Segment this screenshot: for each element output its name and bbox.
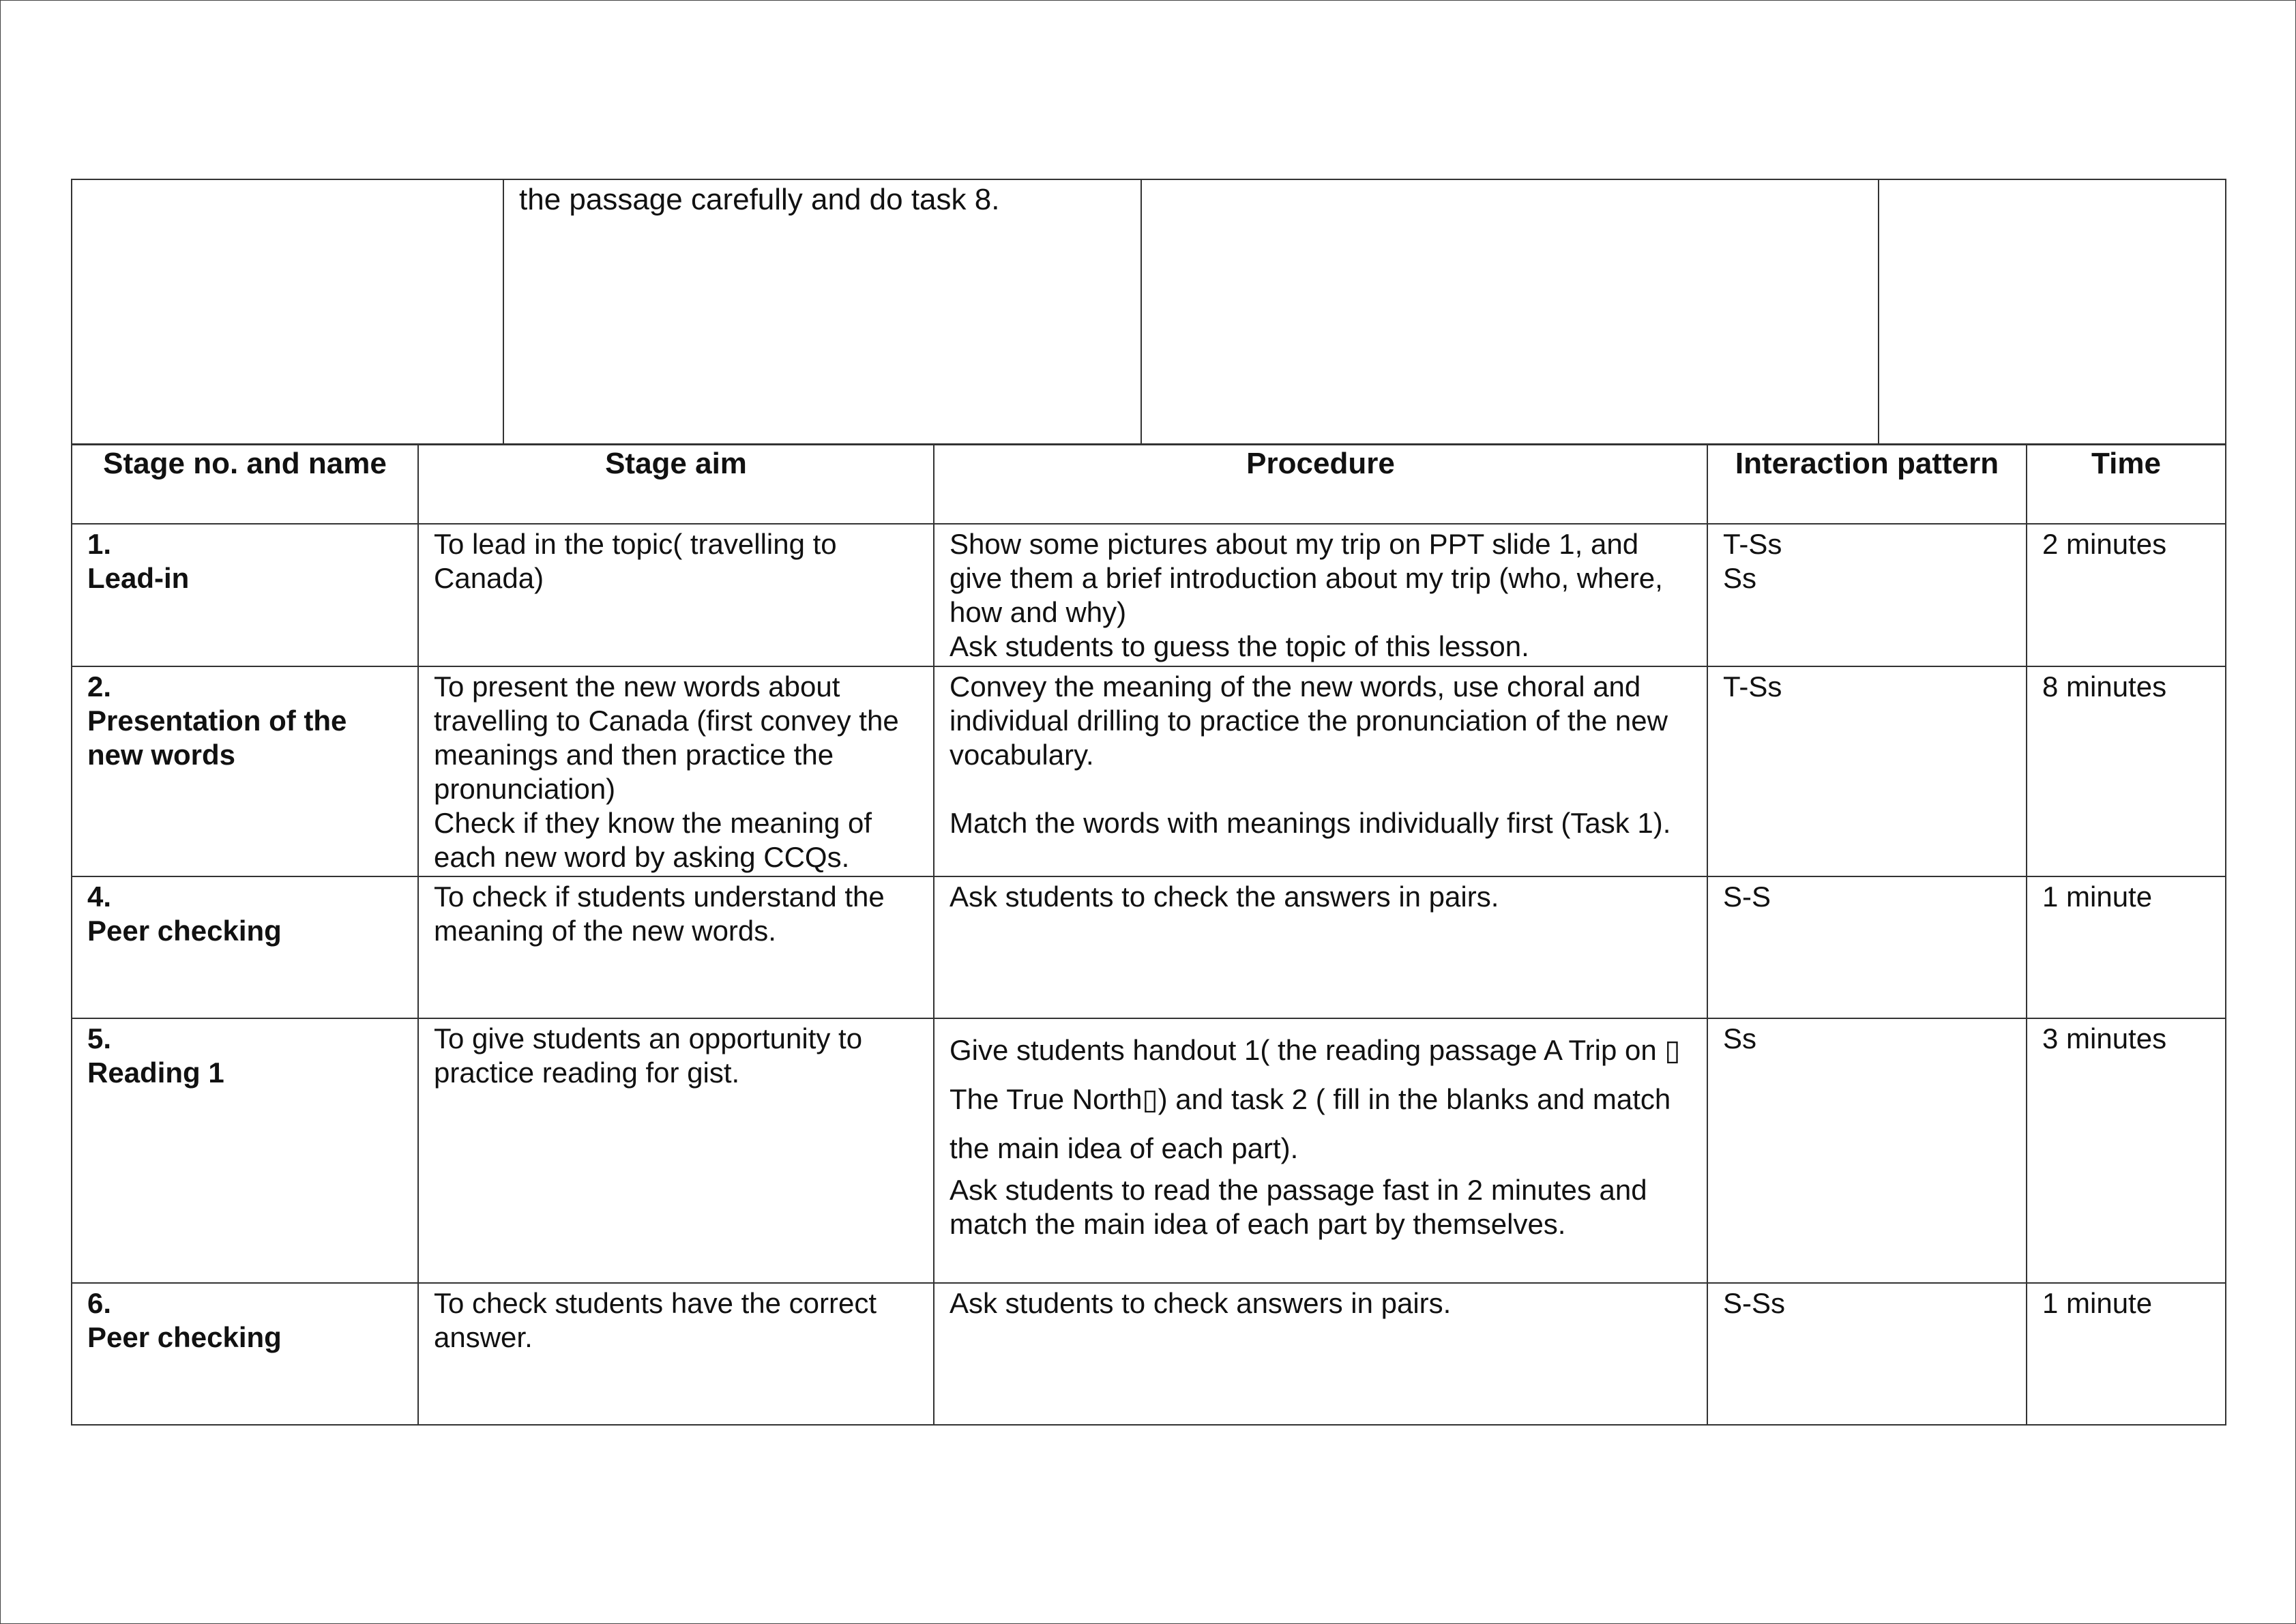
aim-text: To present the new words about travelling to Canada (first convey the meanings and then practice the pronunciation)	[434, 670, 899, 805]
procedure-cell	[934, 1018, 1707, 1283]
table-row	[72, 1283, 2226, 1425]
aim-cell	[418, 1283, 934, 1425]
time-cell	[2027, 876, 2226, 1018]
interaction-text: Ss	[1723, 562, 1757, 594]
aim-cell	[418, 1018, 934, 1283]
header-stage: Stage no. and name	[72, 445, 418, 524]
procedure-cell	[934, 876, 1707, 1018]
stage-number: 1.	[87, 528, 112, 560]
stage-name: Presentation of the new words	[87, 705, 347, 771]
table-row	[72, 524, 2226, 666]
time-text: 8 minutes	[2042, 670, 2167, 703]
procedure-cell	[934, 666, 1707, 876]
interaction-cell	[1707, 524, 2027, 666]
table-row	[72, 876, 2226, 1018]
aim-cell	[418, 876, 934, 1018]
continuation-cell-4	[1879, 179, 2226, 444]
interaction-cell	[1707, 1283, 2027, 1425]
procedure-cell	[934, 1283, 1707, 1425]
stage-name: Peer checking	[87, 915, 282, 947]
stage-cell	[72, 1283, 418, 1425]
time-cell	[2027, 524, 2226, 666]
aim-text: To lead in the topic( travelling to Canada)	[434, 528, 837, 594]
time-cell	[2027, 666, 2226, 876]
time-text: 1 minute	[2042, 1287, 2153, 1319]
interaction-text: T-Ss	[1723, 528, 1782, 560]
continuation-cell-1	[72, 179, 503, 444]
continuation-row	[72, 179, 2226, 444]
paragraph-gap	[950, 772, 1693, 806]
time-cell	[2027, 1018, 2226, 1283]
stage-number: 4.	[87, 881, 112, 913]
interaction-cell	[1707, 1018, 2027, 1283]
lesson-plan-table	[71, 444, 2226, 1426]
procedure-cell	[934, 524, 1707, 666]
time-text: 1 minute	[2042, 881, 2153, 913]
continuation-table	[71, 179, 2226, 445]
stage-cell	[72, 876, 418, 1018]
aim-text: To check if students understand the meaning of the new words.	[434, 881, 885, 947]
header-row	[72, 445, 2226, 524]
procedure-text: Match the words with meanings individually first (Task 1).	[950, 807, 1671, 839]
interaction-cell	[1707, 876, 2027, 1018]
stage-number: 2.	[87, 670, 112, 703]
stage-name: Lead-in	[87, 562, 190, 594]
aim-cell	[418, 524, 934, 666]
stage-name: Reading 1	[87, 1057, 224, 1089]
stage-number: 5.	[87, 1022, 112, 1054]
time-text: 2 minutes	[2042, 528, 2167, 560]
continuation-text: the passage carefully and do task 8.	[519, 183, 1000, 216]
stage-number: 6.	[87, 1287, 112, 1319]
stage-cell	[72, 1018, 418, 1283]
aim-text: Check if they know the meaning of each new word by asking CCQs.	[434, 807, 872, 873]
procedure-text: Give students handout 1( the reading passage A Trip on ▯ The True North▯) and task 2 ( fill in the blanks and match the main idea of each part).	[950, 1034, 1681, 1164]
header-time: Time	[2027, 445, 2226, 524]
header-aim: Stage aim	[418, 445, 934, 524]
procedure-text: Ask students to check answers in pairs.	[950, 1287, 1452, 1319]
aim-text: To check students have the correct answer.	[434, 1287, 877, 1353]
interaction-text: S-S	[1723, 881, 1771, 913]
interaction-text: T-Ss	[1723, 670, 1782, 703]
procedure-text: Ask students to guess the topic of this lesson.	[950, 630, 1529, 662]
header-procedure: Procedure	[934, 445, 1707, 524]
interaction-cell	[1707, 666, 2027, 876]
header-interaction: Interaction pattern	[1707, 445, 2027, 524]
time-text: 3 minutes	[2042, 1022, 2167, 1054]
interaction-text: S-Ss	[1723, 1287, 1786, 1319]
interaction-text: Ss	[1723, 1022, 1757, 1054]
procedure-text: Show some pictures about my trip on PPT slide 1, and give them a brief introduction about my trip (who, where, how and why)	[950, 528, 1663, 628]
aim-cell	[418, 666, 934, 876]
time-cell	[2027, 1283, 2226, 1425]
stage-cell	[72, 524, 418, 666]
continuation-cell-3	[1141, 179, 1879, 444]
table-row	[72, 666, 2226, 876]
procedure-text: Ask students to read the passage fast in 2 minutes and match the main idea of each part by themselves.	[950, 1174, 1647, 1240]
table-row	[72, 1018, 2226, 1283]
stage-name: Peer checking	[87, 1321, 282, 1353]
procedure-text: Convey the meaning of the new words, use choral and individual drilling to practice the pronunciation of the new vocabulary.	[950, 670, 1668, 771]
aim-text: To give students an opportunity to practice reading for gist.	[434, 1022, 863, 1089]
stage-cell	[72, 666, 418, 876]
procedure-text: Ask students to check the answers in pairs.	[950, 881, 1499, 913]
continuation-cell-2	[503, 179, 1141, 444]
